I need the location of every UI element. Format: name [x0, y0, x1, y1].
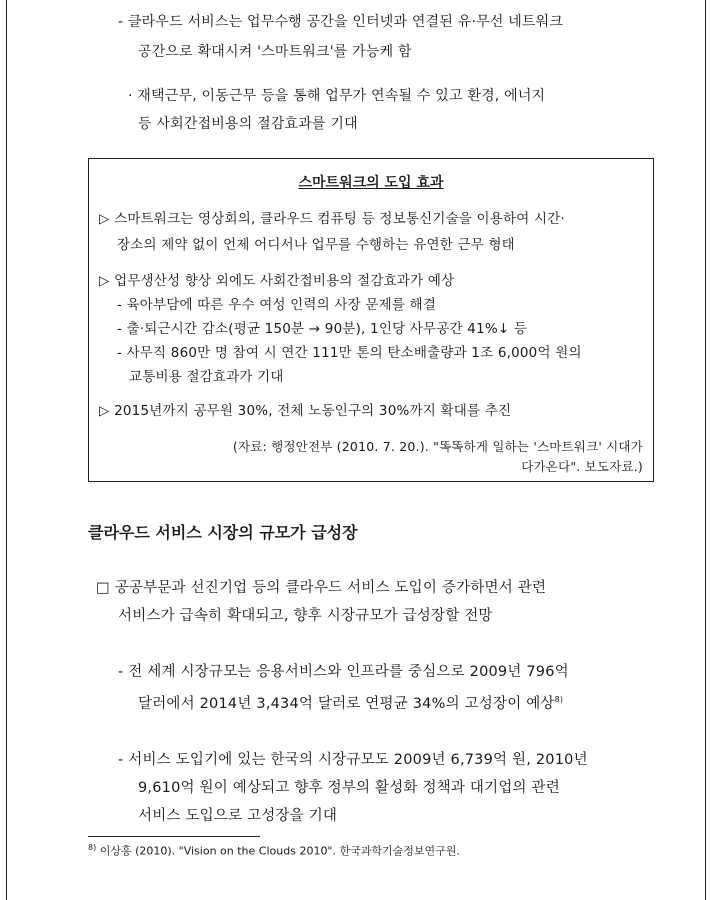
body-dash-text: 달러에서 2014년 3,434억 달러로 연평균 34%의 고성장이 예상 — [138, 695, 555, 712]
footnote-divider — [88, 836, 260, 837]
box-title: 스마트워크의 도입 효과 — [298, 175, 444, 191]
body-text-line: 공간으로 확대시켜 '스마트워크'를 가능케 함 — [138, 44, 412, 60]
box-bullet: ▷ 2015년까지 공무원 30%, 전체 노동인구의 30%까지 확대를 추진 — [99, 403, 512, 419]
box-sub-bullet: - 육아부담에 따른 우수 여성 인력의 사장 문제를 해결 — [117, 297, 437, 313]
box-sub-bullet-cont: 교통비용 절감효과가 기대 — [129, 369, 284, 385]
body-dash-item-cont: 서비스 도입으로 고성장을 기대 — [138, 808, 338, 824]
body-text-line: - 클라우드 서비스는 업무수행 공간을 인터넷과 연결된 유·무선 네트워크 — [118, 14, 564, 30]
box-bullet-cont: 장소의 제약 없이 언제 어디서나 업무를 수행하는 유연한 근무 형태 — [117, 237, 515, 253]
body-dash-item: - 전 세계 시장규모는 응용서비스와 인프라를 중심으로 2009년 796억 — [118, 664, 569, 680]
footnote-mark: 8) — [88, 843, 97, 852]
footnote — [88, 840, 460, 860]
footnote-text: 이상흥 (2010). "Vision on the Clouds 2010". 한국과학기술정보연구원. — [99, 844, 460, 858]
body-paragraph: □ 공공부문과 선진기업 등의 클라우드 서비스 도입이 증가하면서 관련 — [96, 580, 547, 596]
box-sub-bullet: - 사무직 860만 명 참여 시 연간 111만 톤의 탄소배출량과 1조 6,000억 원의 — [117, 345, 582, 361]
box-bullet: ▷ 스마트워크는 영상회의, 클라우드 컴퓨팅 등 정보통신기술을 이용하여 시간· — [99, 211, 565, 227]
page-right-border — [705, 0, 706, 900]
body-dash-item-cont — [138, 690, 563, 714]
box-sub-bullet: - 출·퇴근시간 감소(평균 150분 → 90분), 1인당 사무공간 41%↓ 등 — [117, 321, 528, 337]
body-dash-item-cont: 9,610억 원이 예상되고 향후 정부의 활성화 정책과 대기업의 관련 — [138, 780, 560, 796]
smartwork-effects-box — [88, 158, 654, 482]
footnote-ref: 8) — [554, 695, 564, 704]
box-source: (자료: 행정안전부 (2010. 7. 20.). "똑똑하게 일하는 '스마트워크' 시대가 — [232, 439, 643, 454]
page-left-border — [6, 0, 7, 900]
box-bullet: ▷ 업무생산성 향상 외에도 사회간접비용의 절감효과가 예상 — [99, 273, 455, 289]
body-paragraph-cont: 서비스가 급속히 확대되고, 향후 시장규모가 급성장할 전망 — [118, 608, 493, 624]
box-source-cont: 다가온다". 보도자료.) — [521, 459, 643, 474]
body-text-line: · 재택근무, 이동근무 등을 통해 업무가 연속될 수 있고 환경, 에너지 — [128, 88, 546, 104]
section-title: 클라우드 서비스 시장의 규모가 급성장 — [88, 523, 358, 542]
body-text-line: 등 사회간접비용의 절감효과를 기대 — [138, 116, 358, 132]
body-dash-item: - 서비스 도입기에 있는 한국의 시장규모도 2009년 6,739억 원, 2010년 — [118, 752, 588, 768]
